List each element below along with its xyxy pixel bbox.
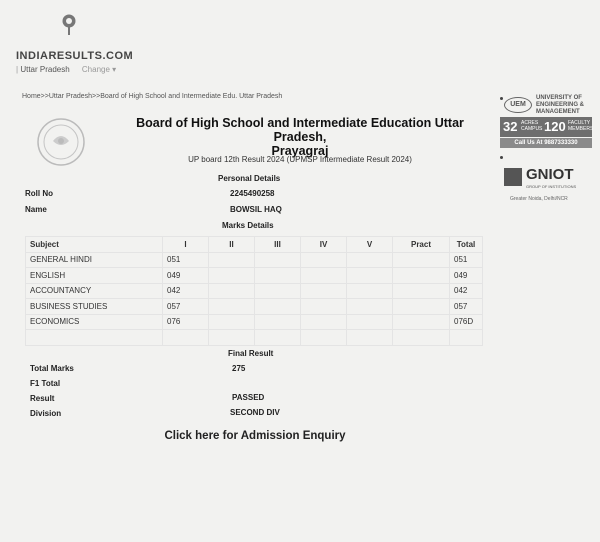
subject-cell: ENGLISH (26, 268, 163, 284)
empty-cell (393, 283, 450, 299)
uem-name-line: MANAGEMENT (536, 109, 580, 115)
personal-details-heading: Personal Details (218, 174, 281, 183)
empty-cell (393, 299, 450, 315)
marks-table (25, 236, 483, 346)
chevron-down-icon: ▾ (112, 65, 117, 74)
col-subject: Subject (26, 237, 163, 253)
subject-cell: BUSINESS STUDIES (26, 299, 163, 315)
f1-total-label: F1 Total (30, 379, 61, 388)
table-row (26, 299, 483, 315)
empty-cell (347, 299, 393, 315)
empty-cell (255, 314, 301, 330)
admission-enquiry-link[interactable]: Click here for Admission Enquiry (164, 430, 346, 442)
change-location-link[interactable] (82, 65, 116, 74)
divider: | (16, 65, 21, 74)
col-iii: III (255, 237, 301, 253)
final-result-heading: Final Result (228, 349, 274, 358)
empty-cell (255, 252, 301, 268)
empty-cell (301, 330, 347, 346)
faculty-label-1: FACULTY (568, 120, 591, 126)
gniot-name: GNIOT (526, 166, 574, 183)
empty-cell (347, 314, 393, 330)
empty-cell (347, 283, 393, 299)
empty-cell (301, 268, 347, 284)
empty-cell (26, 330, 163, 346)
empty-cell (209, 330, 255, 346)
site-logo-icon[interactable] (60, 14, 78, 36)
change-label: Change (81, 65, 110, 74)
empty-cell (301, 299, 347, 315)
marks-i-cell: 076 (163, 314, 209, 330)
uem-advertisement[interactable] (500, 93, 592, 151)
total-cell: 049 (450, 268, 483, 284)
empty-cell (393, 314, 450, 330)
total-cell: 051 (450, 252, 483, 268)
total-marks-label: Total Marks (30, 364, 74, 373)
col-v: V (347, 237, 393, 253)
roll-no-label: Roll No (25, 189, 53, 198)
marks-i-cell: 051 (163, 252, 209, 268)
acres-label-1: ACRES (521, 120, 539, 126)
bullet-icon (500, 156, 503, 159)
uem-name (536, 95, 584, 116)
result-value: PASSED (232, 393, 265, 402)
col-ii: II (209, 237, 255, 253)
marks-i-cell: 042 (163, 283, 209, 299)
table-row (26, 268, 483, 284)
empty-cell (301, 252, 347, 268)
gniot-advertisement[interactable] (500, 160, 592, 208)
table-row (26, 283, 483, 299)
division-value: SECOND DIV (230, 408, 280, 417)
table-row (26, 314, 483, 330)
site-name[interactable]: INDIARESULTS.COM (16, 50, 134, 62)
breadcrumb[interactable]: Home>>Uttar Pradesh>>Board of High School and Intermediate Edu. Uttar Pradesh (22, 93, 283, 100)
table-row (26, 330, 483, 346)
empty-cell (209, 314, 255, 330)
empty-cell (450, 330, 483, 346)
board-title-line1: Board of High School and Intermediate Education Uttar Pradesh, (136, 116, 464, 144)
uem-name-line: ENGINEERING & (536, 102, 585, 108)
empty-cell (347, 268, 393, 284)
empty-cell (255, 283, 301, 299)
location-label: Uttar Pradesh (20, 65, 70, 74)
roll-no-value: 2245490258 (230, 189, 275, 198)
faculty-value: 120 (544, 119, 566, 134)
table-header-row (26, 237, 483, 253)
empty-cell (209, 299, 255, 315)
col-i: I (163, 237, 209, 253)
subject-cell: GENERAL HINDI (26, 252, 163, 268)
empty-cell (255, 330, 301, 346)
total-cell: 076D (450, 314, 483, 330)
empty-cell (209, 283, 255, 299)
uem-logo-icon: UEM (504, 97, 532, 113)
name-value: BOWSIL HAQ (230, 205, 282, 214)
uem-phone[interactable]: Call Us At 9887333330 (500, 138, 592, 148)
board-seal-icon (36, 117, 86, 167)
result-subtitle: UP board 12th Result 2024 (UPMSP Intermediate Result 2024) (188, 155, 412, 164)
subject-cell: ACCOUNTANCY (26, 283, 163, 299)
empty-cell (393, 252, 450, 268)
division-label: Division (30, 409, 62, 418)
acres-value: 32 (503, 119, 518, 134)
board-title-line2: Prayagraj (271, 144, 329, 158)
col-total: Total (450, 237, 483, 253)
col-iv: IV (301, 237, 347, 253)
name-label: Name (25, 205, 47, 214)
uem-stats-banner (500, 117, 592, 137)
total-cell: 042 (450, 283, 483, 299)
total-marks-value: 275 (232, 364, 246, 373)
empty-cell (163, 330, 209, 346)
subject-cell: ECONOMICS (26, 314, 163, 330)
marks-i-cell: 057 (163, 299, 209, 315)
marks-details-heading: Marks Details (222, 221, 274, 230)
empty-cell (393, 268, 450, 284)
gniot-location: Greater Noida, Delhi/NCR (510, 196, 568, 202)
marks-i-cell: 049 (163, 268, 209, 284)
empty-cell (209, 268, 255, 284)
total-cell: 057 (450, 299, 483, 315)
empty-cell (255, 268, 301, 284)
gniot-logo-icon (504, 168, 522, 186)
empty-cell (347, 252, 393, 268)
empty-cell (347, 330, 393, 346)
faculty-label-2: MEMBERS (568, 126, 594, 132)
empty-cell (393, 330, 450, 346)
faculty-label (568, 120, 593, 132)
empty-cell (301, 283, 347, 299)
acres-label-2: CAMPUS (521, 126, 543, 132)
empty-cell (209, 252, 255, 268)
acres-label (521, 120, 542, 132)
empty-cell (301, 314, 347, 330)
table-row (26, 252, 483, 268)
uem-name-line: UNIVERSITY OF (536, 95, 582, 101)
site-location (16, 65, 116, 74)
board-title (110, 116, 490, 158)
result-label: Result (30, 394, 55, 403)
gniot-subtitle: GROUP OF INSTITUTIONS (526, 184, 577, 189)
empty-cell (255, 299, 301, 315)
col-pract: Pract (393, 237, 450, 253)
